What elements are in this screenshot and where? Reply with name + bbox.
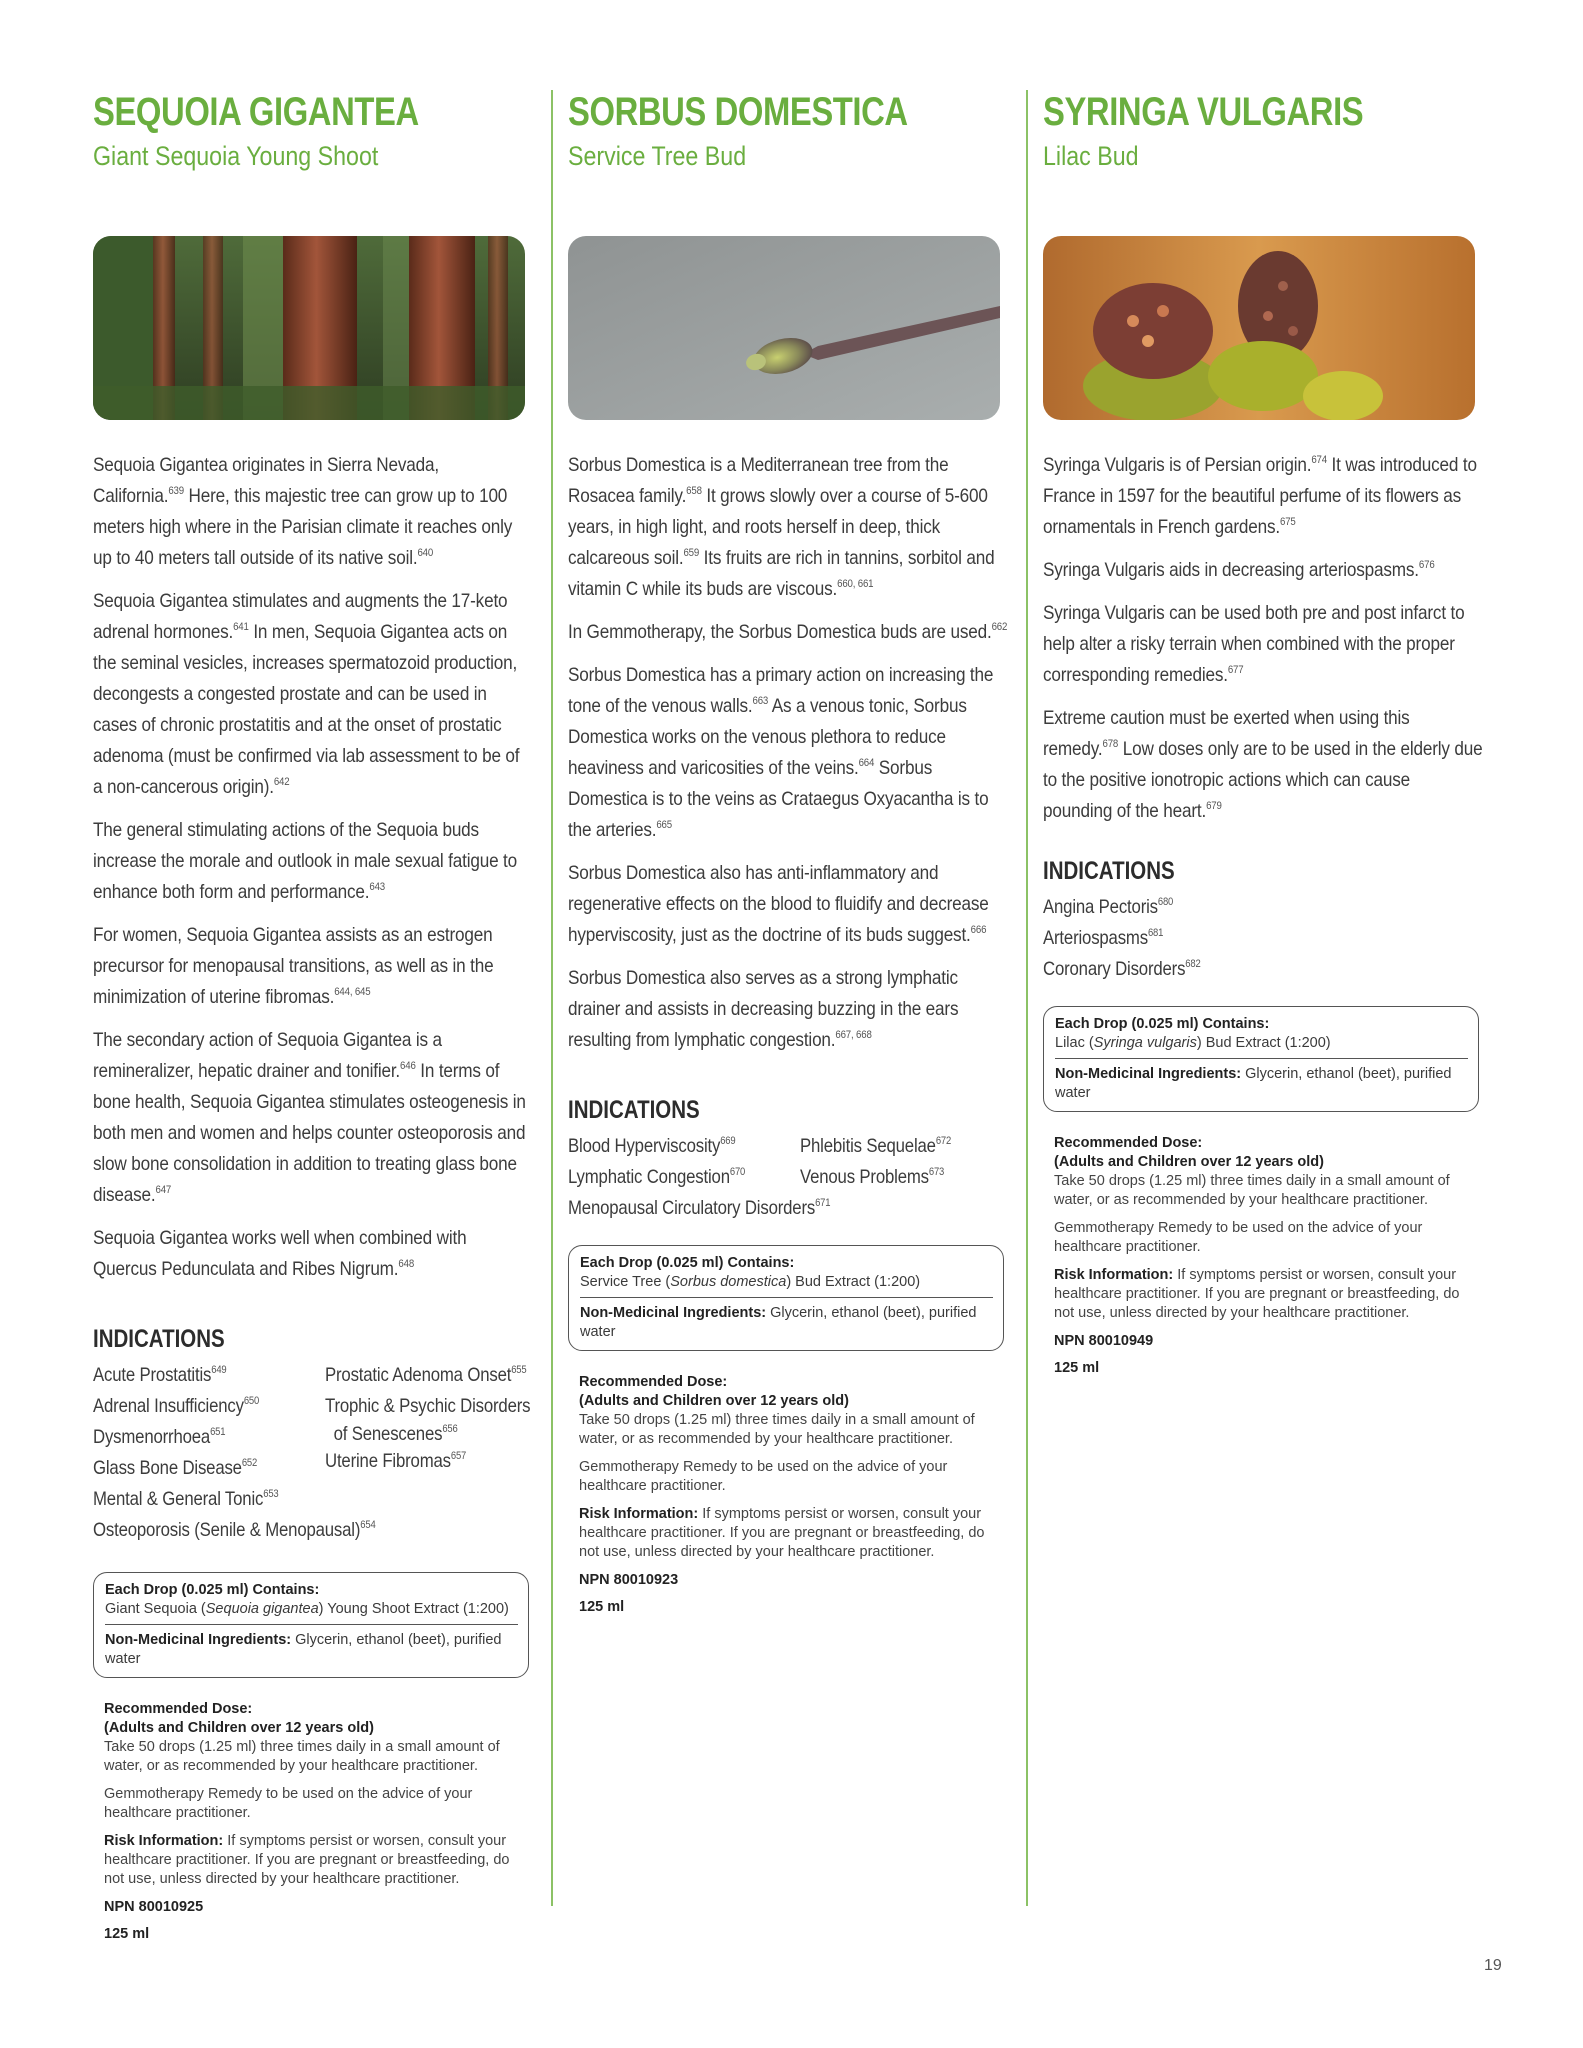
- indication-item: Trophic & Psychic Disorders of Senescenes$^{656}$: [325, 1395, 531, 1445]
- footnote-ref: 652: [241, 1457, 258, 1469]
- footnote-ref: 658: [686, 485, 702, 497]
- footnote-ref: 681: [1147, 927, 1164, 939]
- non-medicinal-ingredients: Non-Medicinal Ingredients: Glycerin, ethanol (beet), purified water: [580, 1305, 977, 1340]
- footnote-ref: 657: [450, 1450, 467, 1462]
- ingredients-box: [1043, 1006, 1479, 1112]
- paragraph: Sequoia Gigantea stimulates and augments the 17-keto adrenal hormones.$^{641}$ In men, Sequoia Gigantea acts on the seminal vesicles, increases spermatozoid production, decongests a congested prostate and can be used in cases of chronic prostatitis and at the onset of prostatic adenoma (must be confirmed via lab assessment to be of a non-cancerous origin).$^{642}$: [93, 590, 520, 798]
- footnote-ref: 644, 645: [334, 986, 371, 998]
- paragraph: Syringa Vulgaris can be used both pre and post infarct to help alter a risky terrain when combined with the proper corresponding remedies.$^{677}$: [1043, 602, 1465, 686]
- extract-line: Service Tree (Sorbus domestica) Bud Extract (1:200): [580, 1274, 921, 1290]
- footnote-ref: 647: [155, 1184, 172, 1196]
- remedy-description: [568, 450, 1008, 1056]
- indication-item: Venous Problems$^{673}$: [800, 1166, 945, 1188]
- drop-contains-label: Each Drop (0.025 ml) Contains:: [1055, 1016, 1270, 1032]
- footnote-ref: 639: [168, 485, 184, 497]
- footnote-ref: 649: [211, 1364, 227, 1376]
- footnote-ref: 663: [752, 695, 769, 707]
- indication-item: Glass Bone Disease$^{652}$: [93, 1457, 258, 1479]
- footnote-ref: 646: [400, 1060, 416, 1072]
- paragraph: For women, Sequoia Gigantea assists as an estrogen precursor for menopausal transitions, as well as in the minimization of uterine fibromas.$^{644, 645}$: [93, 924, 494, 1008]
- paragraph: Sorbus Domestica is a Mediterranean tree from the Rosacea family.$^{658}$ It grows slowly over a course of 5-600 years, in high light, and roots herself in deep, thick calcareous soil.$^{659}$ Its fruits are rich in tannins, sorbitol and vitamin C while its buds are viscous.$^{660, 661}$: [568, 454, 995, 600]
- service-tree-bud-photo: [568, 236, 1000, 420]
- paragraph: Syringa Vulgaris aids in decreasing arteriospasms.$^{676}$: [1043, 559, 1435, 581]
- indications-list: [93, 1360, 533, 1548]
- footnote-ref: 659: [683, 547, 700, 559]
- column-divider: [1026, 90, 1028, 1906]
- paragraph: Sorbus Domestica has a primary action on increasing the tone of the venous walls.$^{663}$ As a venous tonic, Sorbus Domestica works on the venous plethora to reduce heaviness and varicosities of the veins.$^{664}$ Sorbus Domestica is to the veins as Crataegus Oxyacantha is to the arteries.$^{665}$: [568, 664, 994, 841]
- footnote-ref: 642: [273, 776, 290, 788]
- footnote-ref: 655: [511, 1364, 527, 1376]
- volume: 125 ml: [104, 1926, 150, 1942]
- risk-info: Risk Information: If symptoms persist or worsen, consult your healthcare practitioner. If you are pregnant or breastfeeding, do not use, unless directed by your healthcare practitioner.: [1054, 1267, 1460, 1321]
- risk-info: Risk Information: If symptoms persist or worsen, consult your healthcare practitioner. If you are pregnant or breastfeeding, do not use, unless directed by your healthcare practitioner.: [104, 1833, 510, 1887]
- remedy-title: SORBUS DOMESTICA: [568, 90, 908, 134]
- remedy-subtitle: Service Tree Bud: [568, 141, 747, 171]
- ingredients-box: [93, 1572, 529, 1678]
- page-number: 19: [1484, 1957, 1502, 1974]
- footnote-ref: 682: [1185, 958, 1201, 970]
- footnote-ref: 670: [729, 1166, 746, 1178]
- footnote-ref: 641: [233, 621, 249, 633]
- indication-item: Blood Hyperviscosity$^{669}$: [568, 1135, 736, 1157]
- footnote-ref: 656: [442, 1423, 458, 1435]
- non-medicinal-ingredients: Non-Medicinal Ingredients: Glycerin, ethanol (beet), purified water: [105, 1632, 502, 1667]
- advice-text: Gemmotherapy Remedy to be used on the advice of your healthcare practitioner.: [104, 1786, 473, 1821]
- non-medicinal-ingredients: Non-Medicinal Ingredients: Glycerin, ethanol (beet), purified water: [1055, 1066, 1452, 1101]
- npn-number: NPN 80010923: [579, 1572, 679, 1588]
- advice-text: Gemmotherapy Remedy to be used on the advice of your healthcare practitioner.: [1054, 1220, 1423, 1255]
- footnote-ref: 671: [815, 1197, 831, 1209]
- footnote-ref: 662: [991, 621, 1008, 633]
- footnote-ref: 666: [970, 924, 987, 936]
- indication-item: Mental & General Tonic$^{653}$: [93, 1488, 279, 1510]
- footnote-ref: 678: [1102, 738, 1119, 750]
- remedy-column-sequoia: [93, 84, 533, 1942]
- paragraph: The general stimulating actions of the Sequoia buds increase the morale and outlook in male sexual fatigue to enhance both form and performance.$^{643}$: [93, 819, 518, 903]
- remedy-title: SYRINGA VULGARIS: [1043, 90, 1364, 134]
- paragraph: Extreme caution must be exerted when using this remedy.$^{678}$ Low doses only are to be used in the elderly due to the positive ionotropic actions which can cause pounding of the heart.$^{679}$: [1043, 707, 1483, 822]
- remedy-subtitle: Giant Sequoia Young Shoot: [93, 141, 379, 171]
- remedy-title: SEQUOIA GIGANTEA: [93, 90, 419, 134]
- paragraph: Sequoia Gigantea works well when combined with Quercus Pedunculata and Ribes Nigrum.$^{648}$: [93, 1227, 467, 1280]
- indication-item: Acute Prostatitis$^{649}$: [93, 1364, 227, 1386]
- footnote-ref: 660, 661: [837, 578, 874, 590]
- footnote-ref: 674: [1311, 454, 1327, 466]
- dose-info: Recommended Dose: (Adults and Children over 12 years old) Take 50 drops (1.25 ml) three times daily in a small amount of water, or as recommended by your healthcare practitioner. Gemmotherapy Remedy to be used on the advice of your healthcare practitioner. Risk Information: If symptoms persist or worsen, consult your healthcare practitioner. If you are pregnant or breastfeeding, do not use, unless directed by your healthcare practitioner.: [93, 1700, 524, 1889]
- footnote-ref: 643: [369, 881, 386, 893]
- indications-heading: INDICATIONS: [93, 1325, 225, 1353]
- risk-info: Risk Information: If symptoms persist or worsen, consult your healthcare practitioner. If you are pregnant or breastfeeding, do not use, unless directed by your healthcare practitioner.: [579, 1506, 985, 1560]
- footnote-ref: 667, 668: [835, 1029, 872, 1041]
- extract-line: Lilac (Syringa vulgaris) Bud Extract (1:200): [1055, 1035, 1331, 1051]
- indication-item: Adrenal Insufficiency$^{650}$: [93, 1395, 260, 1417]
- indication-item: Dysmenorrhoea$^{651}$: [93, 1426, 226, 1448]
- remedy-column-syringa: [1043, 84, 1483, 1376]
- footnote-ref: 664: [858, 757, 875, 769]
- dose-info: Recommended Dose: (Adults and Children over 12 years old) Take 50 drops (1.25 ml) three times daily in a small amount of water, or as recommended by your healthcare practitioner. Gemmotherapy Remedy to be used on the advice of your healthcare practitioner. Risk Information: If symptoms persist or worsen, consult your healthcare practitioner. If you are pregnant or breastfeeding, do not use, unless directed by your healthcare practitioner.: [1043, 1134, 1474, 1323]
- drop-contains-label: Each Drop (0.025 ml) Contains:: [580, 1255, 795, 1271]
- paragraph: Sequoia Gigantea originates in Sierra Nevada, California.$^{639}$ Here, this majestic tree can grow up to 100 meters high where in the Parisian climate it reaches only up to 40 meters tall outside of its native soil.$^{640}$: [93, 454, 513, 569]
- indication-item: Menopausal Circulatory Disorders$^{671}$: [568, 1197, 831, 1219]
- footnote-ref: 648: [398, 1258, 415, 1270]
- advice-text: Gemmotherapy Remedy to be used on the advice of your healthcare practitioner.: [579, 1459, 948, 1494]
- footnote-ref: 680: [1157, 896, 1174, 908]
- indication-item: Uterine Fibromas$^{657}$: [325, 1450, 467, 1472]
- footnote-ref: 679: [1206, 800, 1222, 812]
- indication-item: Lymphatic Congestion$^{670}$: [568, 1166, 746, 1188]
- npn-number: NPN 80010949: [1054, 1333, 1154, 1349]
- indications-heading: INDICATIONS: [568, 1096, 700, 1124]
- paragraph: Syringa Vulgaris is of Persian origin.$^{674}$ It was introduced to France in 1597 for the beautiful perfume of its flowers as ornamentals in French gardens.$^{675}$: [1043, 454, 1477, 538]
- footnote-ref: 654: [360, 1519, 376, 1531]
- dose-info: Recommended Dose: (Adults and Children over 12 years old) Take 50 drops (1.25 ml) three times daily in a small amount of water, or as recommended by your healthcare practitioner. Gemmotherapy Remedy to be used on the advice of your healthcare practitioner. Risk Information: If symptoms persist or worsen, consult your healthcare practitioner. If you are pregnant or breastfeeding, do not use, unless directed by your healthcare practitioner.: [568, 1373, 999, 1562]
- footnote-ref: 650: [243, 1395, 260, 1407]
- paragraph: In Gemmotherapy, the Sorbus Domestica buds are used.$^{662}$: [568, 621, 1008, 643]
- footnote-ref: 675: [1280, 516, 1296, 528]
- remedy-description: [93, 450, 533, 1285]
- indication-item: Coronary Disorders$^{682}$: [1043, 958, 1201, 980]
- footnote-ref: 676: [1418, 559, 1435, 571]
- indication-item: Prostatic Adenoma Onset$^{655}$: [325, 1364, 527, 1386]
- remedy-description: [1043, 450, 1483, 827]
- remedy-subtitle: Lilac Bud: [1043, 141, 1139, 171]
- column-divider: [551, 90, 553, 1906]
- paragraph: Sorbus Domestica also has anti-inflammatory and regenerative effects on the blood to fluidify and decrease hyperviscosity, just as the doctrine of its buds suggest.$^{666}$: [568, 862, 989, 946]
- extract-line: Giant Sequoia (Sequoia gigantea) Young Shoot Extract (1:200): [105, 1601, 509, 1617]
- remedy-column-sorbus: [568, 84, 1008, 1615]
- paragraph: Sorbus Domestica also serves as a strong lymphatic drainer and assists in decreasing buzzing in the ears resulting from lymphatic congestion.$^{667, 668}$: [568, 967, 959, 1051]
- footnote-ref: 669: [720, 1135, 736, 1147]
- indications-list: [1043, 892, 1483, 988]
- ingredients-box: [568, 1245, 1004, 1351]
- footnote-ref: 677: [1227, 664, 1244, 676]
- footnote-ref: 653: [263, 1488, 279, 1500]
- lilac-bud-photo: [1043, 236, 1475, 420]
- volume: 125 ml: [1054, 1360, 1100, 1376]
- paragraph: The secondary action of Sequoia Gigantea is a remineralizer, hepatic drainer and tonifier.$^{646}$ In terms of bone health, Sequoia Gigantea stimulates osteogenesis in both men and women and helps counter osteoporosis and slow bone consolidation in addition to treating glass bone disease.$^{647}$: [93, 1029, 526, 1206]
- footnote-ref: 672: [935, 1135, 952, 1147]
- indication-item: Phlebitis Sequelae$^{672}$: [800, 1135, 952, 1157]
- drop-contains-label: Each Drop (0.025 ml) Contains:: [105, 1582, 320, 1598]
- indication-item: Angina Pectoris$^{680}$: [1043, 896, 1174, 918]
- indications-heading: INDICATIONS: [1043, 857, 1175, 885]
- footnote-ref: 640: [417, 547, 434, 559]
- indications-list: [568, 1131, 1008, 1227]
- volume: 125 ml: [579, 1599, 625, 1615]
- indication-item: Osteoporosis (Senile & Menopausal)$^{654}$: [93, 1519, 376, 1541]
- sequoia-trees-photo: [93, 236, 525, 420]
- indication-item: Arteriospasms$^{681}$: [1043, 927, 1164, 949]
- npn-number: NPN 80010925: [104, 1899, 204, 1915]
- footnote-ref: 665: [656, 819, 672, 831]
- footnote-ref: 673: [928, 1166, 945, 1178]
- footnote-ref: 651: [210, 1426, 226, 1438]
